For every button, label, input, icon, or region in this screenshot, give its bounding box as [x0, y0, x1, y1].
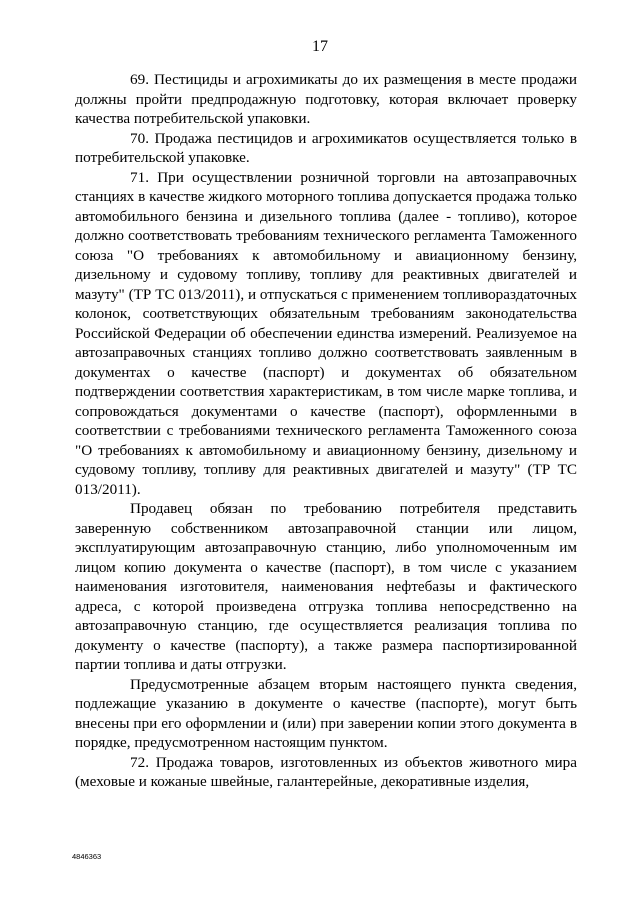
paragraph-70: 70. Продажа пестицидов и агрохимикатов осуществляется только в потребительской упаковке.: [75, 129, 577, 166]
paragraph-69: 69. Пестициды и агрохимикаты до их размещения в месте продажи должны пройти предпродажную подготовку, которая включает проверку качества потребительской упаковки.: [75, 71, 577, 127]
document-code: 4846363: [72, 852, 102, 861]
page-number: 17: [312, 38, 328, 55]
paragraph-71-seller-obligation: Продавец обязан по требованию потребителя представить заверенную собственником автозаправочной станции или лицом, эксплуатирующим автозаправочную станцию, либо уполномоченным им лицом копию документа о качестве (паспорт), в том числе с указанием наименования изготовителя, наименования нефтебазы и фактического адреса, с которой произведена отгрузка топлива непосредственно на автозаправочную станцию, где осуществляется реализация топлива по документу о качестве (паспорту), а также размера паспортизированной партии топлива и даты отгрузки.: [75, 500, 577, 673]
paragraph-72: 72. Продажа товаров, изготовленных из объектов животного мира (меховые и кожаные швейные, галантерейные, декоративные изделия,: [75, 753, 577, 790]
paragraph-71-passport-details: Предусмотренные абзацем вторым настоящего пункта сведения, подлежащие указанию в документе о качестве (паспорте), могут быть внесены при его оформлении и (или) при заверении копии этого документа в порядке, предусмотренном настоящим пунктом.: [75, 675, 577, 751]
document-body: [75, 70, 577, 792]
paragraph-71: 71. При осуществлении розничной торговли на автозаправочных станциях в качестве жидкого моторного топлива допускается продажа только автомобильного бензина и дизельного топлива (далее - топливо), которое должно соответствовать требованиям технического регламента Таможенного союза "О требованиях к автомобильному и авиационному бензину, дизельному и судовому топливу, топливу для реактивных двигателей и мазуту" (ТР ТС 013/2011), и отпускаться с применением топливораздаточных колонок, соответствующих обязательным требованиям законодательства Российской Федерации об обеспечении единства измерений. Реализуемое на автозаправочных станциях топливо должно соответствовать заявленным в документах о качестве (паспорт) и документах об обязательном подтверждении соответствия характеристикам, в том числе марке топлива, и сопровождаться документами о качестве (паспорт), оформленными в соответствии с требованиями технического регламента Таможенного союза "О требованиях к автомобильному и авиационному бензину, дизельному и судовому топливу, топливу для реактивных двигателей и мазуту" (ТР ТС 013/2011).: [75, 168, 577, 498]
